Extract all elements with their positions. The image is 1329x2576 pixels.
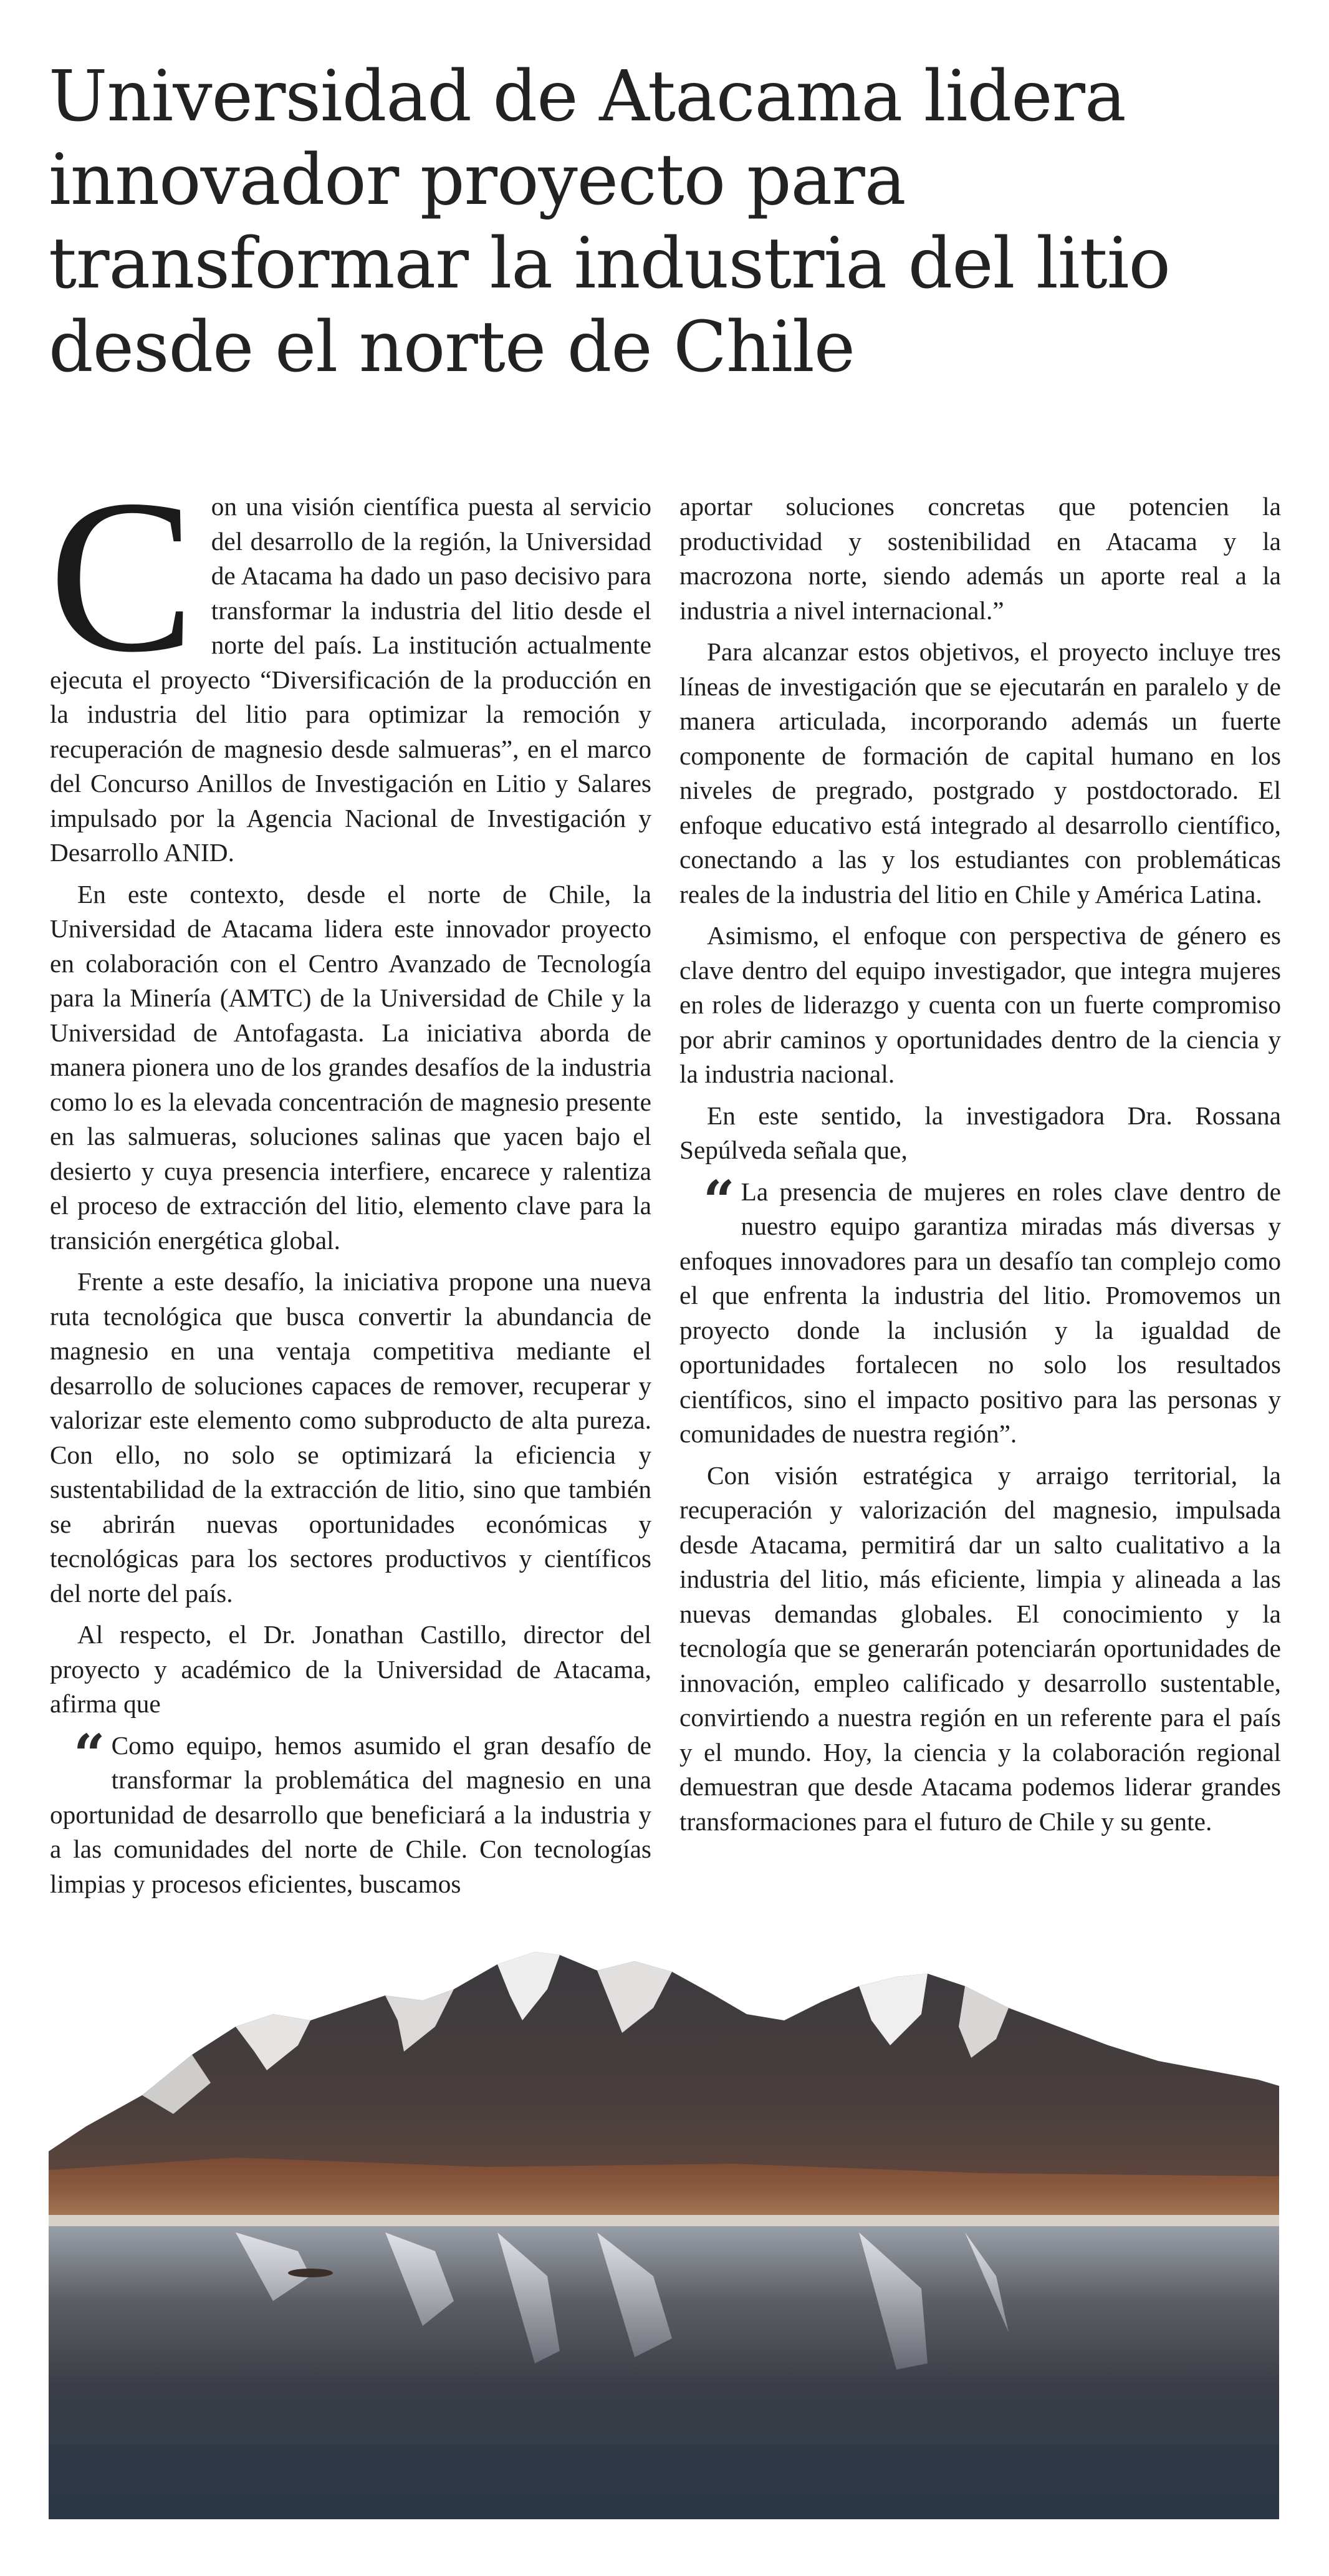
lead-paragraph-text: on una visión científica puesta al servicio del desarrollo de la región, la Universidad de Atacama ha dado un paso decisivo para transformar la industria del litio desde el norte del país. La institución actualmente ejecuta el proyecto “Diversificación de la producción en la industria del litio para optimizar la remoción y recuperación de magnesio desde salmueras”, en el marco del Concurso Anillos de Investigación en Litio y Salares impulsado por la Agencia Nacional de Investigación y Desarrollo ANID. <box>50 492 651 867</box>
article-column-left <box>49 455 651 1908</box>
article-headline: Universidad de Atacama lidera innovador proyecto para transformar la industria del litio desde el norte de Chile <box>49 56 1170 388</box>
quote-text: Como equipo, hemos asumido el gran desafío de transformar la problemática del magnesio en una oportunidad de desarrollo que beneficiará a la industria y a las comunidades del norte de Chile. Con tecnologías limpias y procesos eficientes, buscamos <box>50 1730 651 1898</box>
quote-mark-icon: “ <box>74 1721 100 1787</box>
drop-cap: C <box>49 455 195 698</box>
body-paragraph: En este sentido, la investigadora Dra. Rossana Sepúlveda señala que, <box>679 1101 1281 1164</box>
pull-quote <box>679 1167 1281 1452</box>
lead-paragraph <box>49 455 651 871</box>
body-paragraph: Asimismo, el enfoque con perspectiva de género es clave dentro del equipo investigador, que integra mujeres en roles de liderazgo y cuenta con un fuerte compromiso por abrir caminos y oportunidades dentro de la ciencia y la industria nacional. <box>679 921 1281 1088</box>
article-column-right <box>679 490 1281 1846</box>
pull-quote <box>50 1721 651 1902</box>
atacama-landscape-photo <box>49 1927 1279 2519</box>
body-paragraph: Al respecto, el Dr. Jonathan Castillo, director del proyecto y académico de la Universidad de Atacama, afirma que <box>50 1620 651 1718</box>
body-paragraph: En este contexto, desde el norte de Chile, la Universidad de Atacama lidera este innovador proyecto en colaboración con el Centro Avanzado de Tecnología para la Minería (AMTC) de la Universidad de Chile y la Universidad de Antofagasta. La iniciativa aborda de manera pionera uno de los grandes desafíos de la industria como lo es la elevada concentración de magnesio presente en las salmueras, soluciones salinas que yacen bajo el desierto y cuya presencia interfiere, encarece y ralentiza el proceso de extracción del litio, elemento clave para la transición energética global. <box>50 879 651 1255</box>
body-paragraph: Con visión estratégica y arraigo territorial, la recuperación y valorización del magnesio, impulsada desde Atacama, permitirá dar un salto cualitativo a la industria del litio, más eficiente, limpia y alineada a las nuevas demandas globales. El conocimiento y la tecnología que se generarán potenciarán oportunidades de innovación, empleo calificado y desarrollo sustentable, convirtiendo a nuestra región en un referente para el país y el mundo. Hoy, la ciencia y la colaboración regional demuestran que desde Atacama podemos liderar grandes transformaciones para el futuro de Chile y su gente. <box>679 1460 1281 1836</box>
body-paragraph: Frente a este desafío, la iniciativa propone una nueva ruta tecnológica que busca convertir la abundancia de magnesio en una ventaja competitiva mediante el desarrollo de soluciones capaces de remover, recuperar y valorizar este elemento como subproducto de alta pureza. Con ello, no solo se optimizará la eficiencia y sustentabilidad de la extracción de litio, sino que también se abrirán nuevas oportunidades económicas y tecnológicas para los sectores productivos y científicos del norte del país. <box>50 1267 651 1608</box>
body-paragraph: Para alcanzar estos objetivos, el proyecto incluye tres líneas de investigación que se ejecutarán en paralelo y de manera articulada, incorporando además un fuerte componente de formación de capital humano en los niveles de pregrado, postgrado y postdoctorado. El enfoque educativo está integrado al desarrollo científico, conectando a las y los estudiantes con problemáticas reales de la industria del litio en Chile y América Latina. <box>679 637 1281 909</box>
body-paragraph: aportar soluciones concretas que potencien la productividad y sostenibilidad en Atacama y la macrozona norte, siendo además un aporte real a la industria a nivel internacional.” <box>679 492 1281 625</box>
quote-text: La presencia de mujeres en roles clave dentro de nuestro equipo garantiza miradas más diversas y enfoques innovadores para un desafío tan complejo como el que enfrenta la industria del litio. Promovemos un proyecto donde la inclusión y la igualdad de oportunidades fortalecen no solo los resultados científicos, sino el impacto positivo para las personas y comunidades de nuestra región”. <box>679 1177 1281 1448</box>
quote-mark-icon: “ <box>703 1167 730 1233</box>
